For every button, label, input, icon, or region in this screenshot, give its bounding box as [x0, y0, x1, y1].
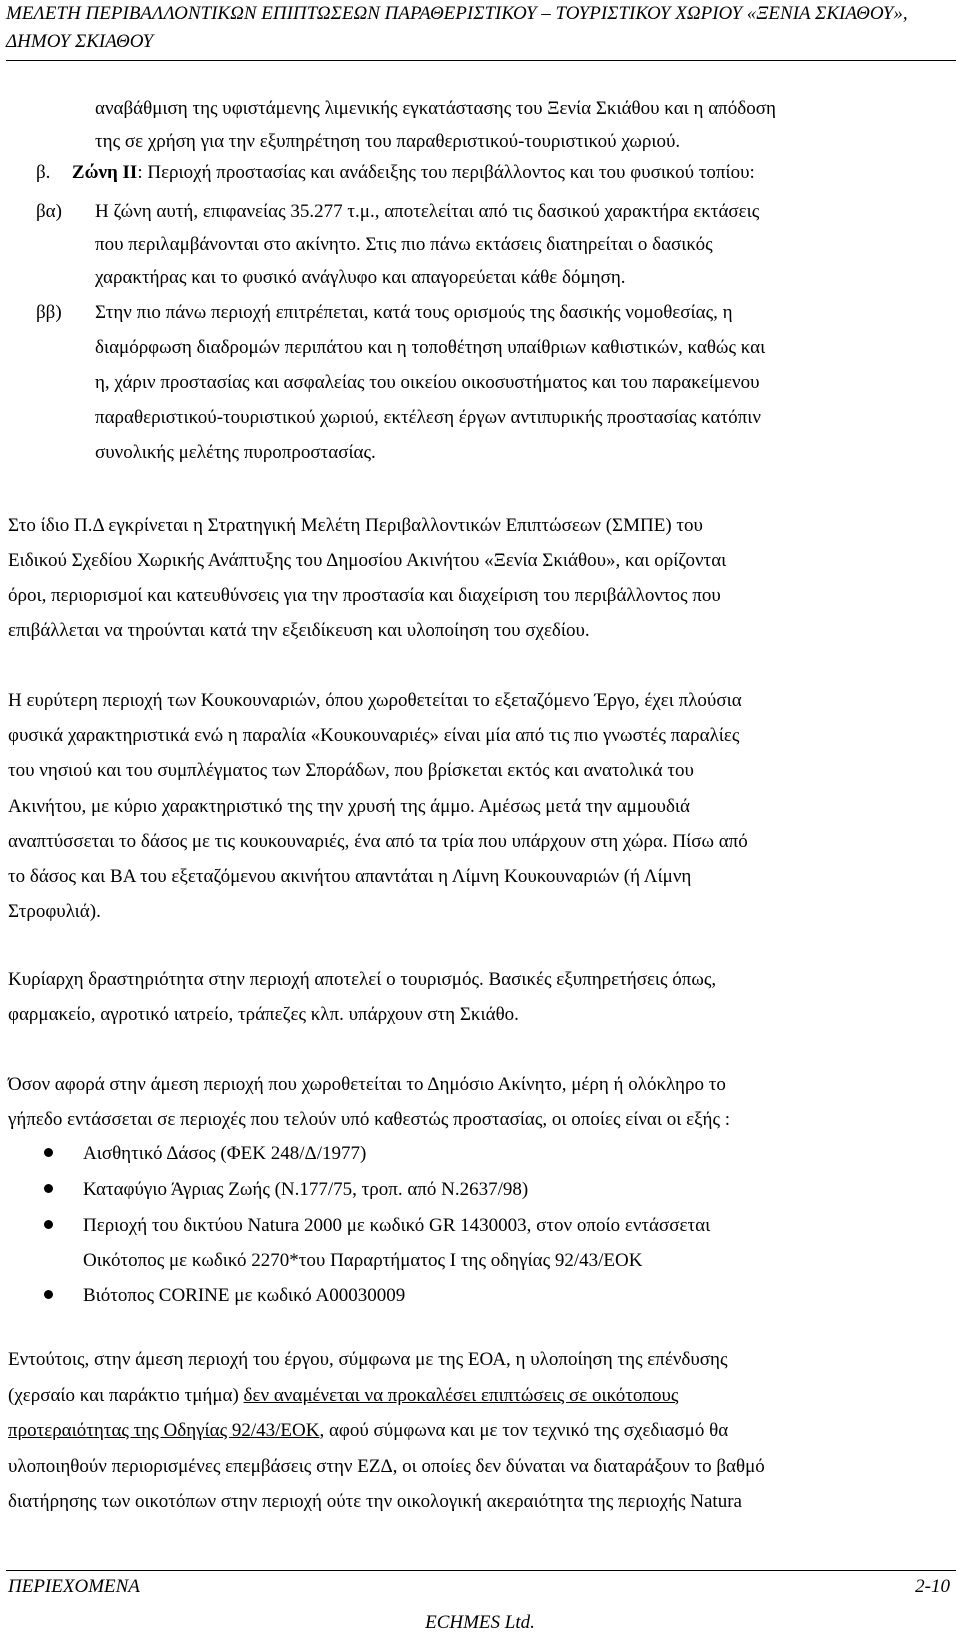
paragraph-line: Κυρίαρχη δραστηριότητα στην περιοχή αποτελεί ο τουρισμός. Βασικές εξυπηρετήσεις όπως, [8, 969, 717, 990]
intro-paragraph [95, 92, 953, 158]
footer-page-number: 2-10 [915, 1576, 950, 1597]
bb-line: συνολικής μελέτης πυροπροστασίας. [95, 442, 376, 463]
ba-label: βα) [36, 201, 62, 222]
bb-line: διαμόρφωση διαδρομών περιπάτου και η τοποθέτηση υπαίθριων καθιστικών, καθώς και [95, 337, 766, 358]
paragraph-line: Η ευρύτερη περιοχή των Κουκουναριών, όπου χωροθετείται το εξεταζόμενο Έργο, έχει πλούσια [8, 690, 742, 711]
page-header [6, 0, 956, 56]
paragraph-line: (χερσαίο και παράκτιο τμήμα) δεν αναμένεται να προκαλέσει επιπτώσεις σε οικότοπους [8, 1384, 679, 1406]
bb-label: ββ) [36, 302, 62, 323]
header-title-line2: ΔΗΜΟΥ ΣΚΙΑΘΟΥ [6, 31, 154, 52]
underlined-text: δεν αναμένεται να προκαλέσει επιπτώσεις σε οικότοπους [243, 1384, 679, 1406]
paragraph-line: Ειδικού Σχεδίου Χωρικής Ανάπτυξης του Δημοσίου Ακινήτου «Ξενία Σκιάθου», και ορίζονται [8, 550, 727, 571]
paragraph-line: το δάσος και ΒΑ του εξεταζόμενου ακινήτου απαντάται η Λίμνη Κουκουναριών (ή Λίμνη [8, 866, 692, 888]
bb-line: παραθεριστικού-τουριστικού χωριού, εκτέλεση έργων αντιπυρικής προστασίας κατόπιν [95, 407, 761, 428]
bullet-icon [44, 1290, 53, 1299]
list-item: Αισθητικό Δάσος (ΦΕΚ 248/Δ/1977) [83, 1143, 367, 1164]
bb-paragraph [95, 295, 953, 470]
paragraph-protection [8, 1067, 953, 1137]
bullet-icon [44, 1148, 53, 1157]
list-item: Περιοχή του δικτύου Natura 2000 με κωδικό GR 1430003, στον οποίο εντάσσεται Οικότοπος με κωδικό 2270*του Παραρτήματος Ι της οδηγίας 92/43/ΕΟΚ [83, 1215, 711, 1271]
paragraph-tourism [8, 962, 953, 1032]
zone-title-rest: : Περιοχή προστασίας και ανάδειξης του περιβάλλοντος και του φυσικού τοπίου: [137, 162, 755, 183]
underlined-text: προτεραιότητας της Οδηγίας 92/43/ΕΟΚ [8, 1420, 320, 1441]
paragraph-conclusion [8, 1342, 953, 1520]
bb-line: η, χάριν προστασίας και ασφαλείας του οικείου οικοσυστήματος και του παρακείμενου [95, 372, 760, 393]
paragraph-line: φυσικά χαρακτηριστικά ενώ η παραλία «Κουκουναριές» είναι μία από τις πιο γνωστές παραλίες [8, 725, 740, 747]
paragraph-line: γήπεδο εντάσσεται σε περιοχές που τελούν υπό καθεστώς προστασίας, οι οποίες είναι οι εξής : [8, 1109, 731, 1130]
zone-title: Ζώνη ΙΙ [71, 162, 138, 183]
zone-marker: β. [36, 162, 51, 183]
zone-heading [36, 162, 755, 184]
paragraph-line: Ακινήτου, με κύριο χαρακτηριστικό της την χρυσή της άμμο. Αμέσως μετά την αμμουδιά [8, 795, 690, 817]
paragraph-line: προτεραιότητας της Οδηγίας 92/43/ΕΟΚ, αφού σύμφωνα και με τον τεχνικό της σχεδιασμό θα [8, 1420, 729, 1441]
paragraph-line: Εντούτοις, στην άμεση περιοχή του έργου, σύμφωνα με της ΕΟΑ, η υλοποίηση της επένδυσης [8, 1349, 728, 1370]
list-item: Βιότοπος CORINE με κωδικό Α00030009 [83, 1285, 406, 1306]
list-item: Καταφύγιο Άγριας Ζωής (Ν.177/75, τροπ. από Ν.2637/98) [83, 1179, 529, 1200]
footer-company: ECHMES Ltd. [425, 1612, 535, 1633]
paragraph-line: όροι, περιορισμοί και κατευθύνσεις για την προστασία και διαχείριση του περιβάλλοντος που [8, 585, 721, 606]
paragraph-line: υλοποιηθούν περιορισμένες επεμβάσεις στην ΕΖΔ, οι οποίες δεν δύναται να διαταράξουν το βαθμό [8, 1455, 765, 1477]
paragraph-line: Όσον αφορά στην άμεση περιοχή που χωροθετείται το Δημόσιο Ακίνητο, μέρη ή ολόκληρο το [8, 1074, 726, 1095]
paragraph-line: του νησιού και του συμπλέγματος των Σποράδων, που βρίσκεται εκτός και ανατολικά του [8, 760, 694, 782]
ba-line: που περιλαμβάνονται στο ακίνητο. Στις πιο πάνω εκτάσεις διατηρείται ο δασικός [95, 234, 713, 255]
paragraph-smpe [8, 508, 953, 648]
paragraph-line: φαρμακείο, αγροτικό ιατρείο, τράπεζες κλπ. υπάρχουν στη Σκιάθο. [8, 1004, 519, 1025]
paragraph-line: διατήρησης των οικοτόπων στην περιοχή ούτε την οικολογική ακεραιότητα της περιοχής Natura [8, 1491, 742, 1512]
bb-line: Στην πιο πάνω περιοχή επιτρέπεται, κατά τους ορισμούς της δασικής νομοθεσίας, η [95, 302, 733, 323]
paragraph-koukounaries [8, 683, 953, 929]
footer-contents-label: ΠΕΡΙΕΧΟΜΕΝΑ [8, 1576, 140, 1597]
paragraph-line: αναπτύσσεται το δάσος με τις κουκουναριές, ένα από τα τρία που υπάρχουν στη χώρα. Πίσω από [8, 830, 748, 852]
header-divider [6, 60, 956, 61]
paragraph-line: επιβάλλεται να τηρούνται κατά την εξειδίκευση και υλοποίηση του σχεδίου. [8, 620, 590, 641]
paragraph-line: Στροφυλιά). [8, 901, 101, 923]
ba-line: χαρακτήρας και το φυσικό ανάγλυφο και απαγορεύεται κάθε δόμηση. [95, 267, 626, 288]
intro-line: της σε χρήση για την εξυπηρέτηση του παραθεριστικού-τουριστικού χωριού. [95, 131, 681, 152]
ba-paragraph [95, 195, 953, 294]
header-title-line1: ΜΕΛΕΤΗ ΠΕΡΙΒΑΛΛΟΝΤΙΚΩΝ ΕΠΙΠΤΩΣΕΩΝ ΠΑΡΑΘΕΡΙΣΤΙΚΟΥ – ΤΟΥΡΙΣΤΙΚΟΥ ΧΩΡΙΟΥ «ΞΕΝΙΑ ΣΚΙΑΘΟΥ», [6, 3, 908, 24]
footer-divider [6, 1570, 956, 1571]
bullet-icon [44, 1220, 53, 1229]
paragraph-line: Στο ίδιο Π.Δ εγκρίνεται η Στρατηγική Μελέτη Περιβαλλοντικών Επιπτώσεων (ΣΜΠΕ) του [8, 515, 703, 536]
intro-line: αναβάθμιση της υφιστάμενης λιμενικής εγκατάστασης του Ξενία Σκιάθου και η απόδοση [95, 98, 776, 119]
ba-line: Η ζώνη αυτή, επιφανείας 35.277 τ.μ., αποτελείται από τις δασικού χαρακτήρα εκτάσεις [95, 201, 760, 222]
bullet-icon [44, 1184, 53, 1193]
